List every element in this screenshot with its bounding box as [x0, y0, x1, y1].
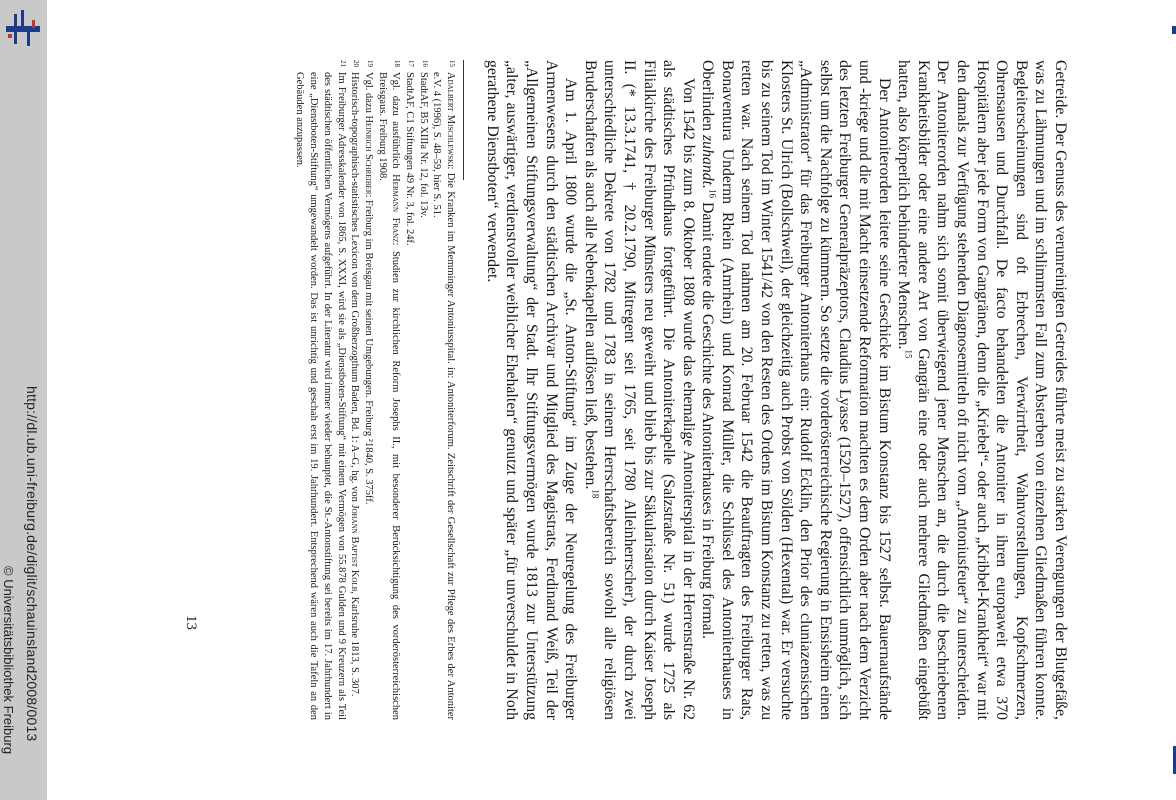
body-text	[482, 60, 1070, 720]
paragraph: Von 1542 bis zum 8. Oktober 1808 wurde das ehemalige Antoniterspital in der Herrenstraße Nr. 62 als städtisches Pfründhaus fortgeführt. Die Antoniterkapelle (Salzstraße Nr. 51) wurde 1725 als Filialkirche des Freiburger Münsters neu geweiht und blieb bis zur Säkularisation durch Kaiser Joseph II. (* 13.3.1741, † 20.2.1790, Mitregent seit 1765, seit 1780 Alleinherrscher), der durch zwei unterschiedliche Dekrete von 1782 und 1783 in seinem Herrschaftsbereich sowohl alle religiösen Bruderschaften als auch alle Nebenkapellen auflösen ließ, bestehen.$^{18}$	[581, 60, 697, 720]
url-watermark: http://dl.ub.uni-freiburg.de/diglit/schauinsland2008/0013	[24, 386, 40, 742]
footnote: 16 StadtAF, B5 XIIIa Nr. 12, fol. 13v.	[417, 60, 429, 218]
page-number: 13	[183, 615, 199, 630]
paragraph: Am 1. April 1800 wurde die „St. Anton-Stiftung“ im Zuge der Neuregelung des Freiburger Armenwesens durch den städtischen Archivar und Mitglied des Magistrats, Ferdinand Weiß, Teil der „Allgemeinen Stiftungsverwaltung“ der Stadt. Ihr Stiftungsvermögen wurde 1813 zur Unterstützung „alter, auswärtiger, verdienstvoller weiblicher Ehehalten“ genutzt und später „für unverschuldet in Noth gerathene Dienstboten“ verwendet.	[483, 60, 580, 720]
document-page	[110, 60, 1070, 720]
footnote: 20 Historisch-topographisch-statistisches Lexicon von dem Großherzogthum Baden, Bd. 1: A–G, hg. von Johann Baptist Kolb, Karlsruhe 1813, S. 307.	[349, 60, 361, 697]
footnotes	[293, 60, 457, 720]
paragraph: Getreide. Der Genuss des verunreinigten Getreides führte meist zu starken Verengungen der Blutgefäße, was zu Lähmungen und im schlimmsten Fall zum Absterben von einzelnen Gliedmaßen führen konnte. Begleiterscheinungen sind oft Erbrechen, Verwirrtheit, Wahnvorstellungen, Kopfschmerzen, Ohrensausen und Durchfall. De facto behandelten die Antoniter in ihren europaweit etwa 370 Hospitälern aber jede Form von Gangränen, denn die „Kriebel“- oder auch „Kribbel-Krankheit“ war mit den damals zur Verfügung stehenden Diagnosemitteln oft nicht vom „Antoniusfeuer“ zu unterscheiden. Der Antoniterorden nahm sich somit überwiegend jener Menschen an, die durch die beschriebenen Krankheitsbilder oder eine andere Art von Gangrän eine oder auch mehrere Gliedmaßen eingebüßt hatten, also körperlich behinderter Menschen.$^{15}$	[895, 60, 1069, 720]
copyright-watermark: © Universitätsbibliothek Freiburg	[1, 566, 16, 755]
footnote: 15 Adalbert Mischlewski: Die Kranken im Memminger Antoniusspital. in: Antoniterforum. Zeitschrift der Gesellschaft zur Pflege des Erbes der Antoniter e.V. 4 (1996), S. 48–59, hier S. 51.	[431, 60, 457, 720]
footnote: 19 Vgl. dazu Heinrich Schreiber: Freiburg im Breisgau mit seinen Umgebungen. Freiburg ²1840, S. 375ff.	[362, 60, 374, 505]
paragraph: Der Antoniterorden leitete seine Geschicke im Bistum Konstanz bis 1527 selbst. Bauernaufstände und -kriege und die mit Macht einsetzende Reformation machten es dem Orden aber nach dem Verzicht des letzten Freiburger Generalpräzeptors, Claudius Lyasse (1520–1527), offensichtlich unmöglich, sich selbst um die Nachfolge zu kümmern. So setzte die vorderösterreichische Regierung in Ensisheim einen „Administrator“ für das Freiburger Antoniterhaus ein: Rudolf Ecklin, den Prior des cluniazensischen Klosters St. Ulrich (Bollschweil), der gleichzeitig auch Probst von Sölden (Hexental) war. Er versuchte bis zu seinem Tod im Winter 1541/42 von den Resten des Ordens im Bistum Konstanz zu retten, was zu retten war. Nach seinem Tod nahmen am 20. Februar 1542 die Beauftragten des Freiburger Rats, Bonaventura Undernn Rhein (Amrhein) und Konrad Müller, die Schlüssel des Antoniterhauses in Oberlinden zuhandt.$^{16}$ Damit endete die Geschichte des Antoniterhauses in Freiburg formal.	[699, 60, 893, 720]
ub-freiburg-logo-icon	[6, 10, 40, 50]
edge-marker	[1172, 26, 1176, 34]
viewer-sidebar	[0, 0, 47, 800]
footnote: 21 Im Freiburger Adresskalender von 1865, S. XXXI, wird sie als „Dienstboten-Stiftung“ mit einem Vermögen von 55.878 Gulden und 9 Kreuzern als Teil des städtischen öffentlichen Vermögens aufgeführt. In der Literatur wird immer wieder behauptet, die St.-Antonstiftung sei bereits im 17. Jahrhundert in eine „Dienstboten-Stiftung“ umgewandelt worden. Das ist unrichtig und geschah erst im 19. Jahrhundert. Entsprechend wären auch die Tafeln an den Gebäuden anzupassen.	[294, 60, 347, 720]
footnote: 18 Vgl. dazu ausführlich Hermann Franz: Studien zur kirchlichen Reform Josephs II., mit besonderer Berücksichtigung des vorderösterreichischen Breisgaus. Freiburg 1908.	[376, 60, 402, 720]
footnote: 17 StadtAF, C1 Stiftungen 49 Nr. 3, fol. 24f.	[404, 60, 416, 246]
footnote-divider	[463, 60, 464, 180]
